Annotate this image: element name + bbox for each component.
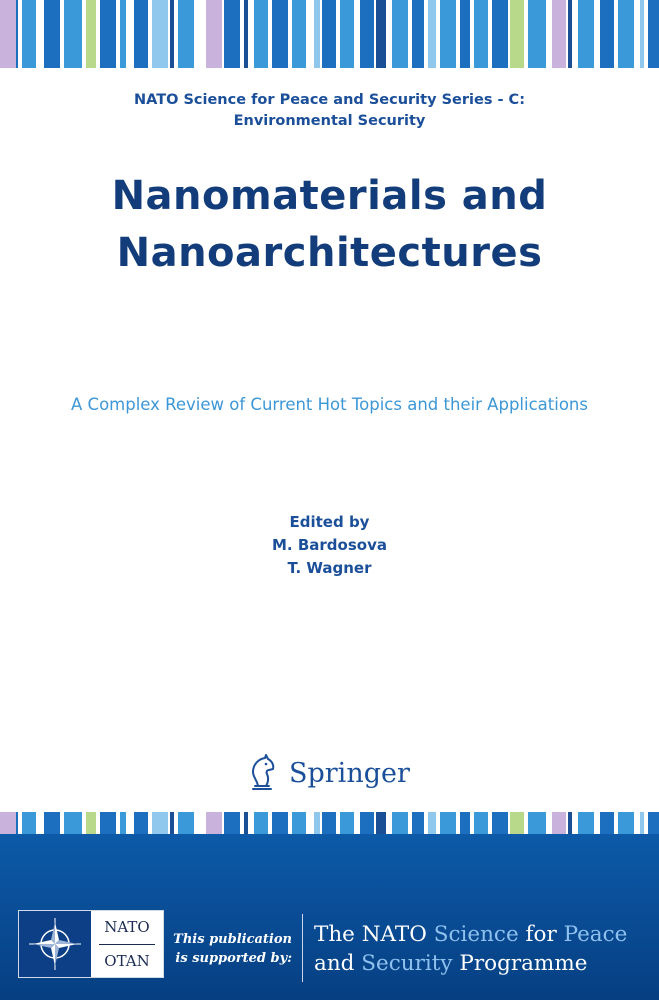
- programme-text: Programme: [452, 951, 588, 976]
- stripe: [120, 0, 126, 68]
- nato-star-icon: [27, 916, 83, 972]
- nato-word: NATO: [104, 918, 150, 937]
- stripe: [578, 812, 594, 834]
- stripe: [44, 812, 60, 834]
- stripe: [578, 0, 594, 68]
- stripe: [120, 812, 126, 834]
- stripe: [552, 812, 566, 834]
- stripe: [152, 812, 168, 834]
- stripe: [292, 0, 306, 68]
- stripe: [648, 0, 659, 68]
- stripe: [412, 812, 424, 834]
- programme-name: [314, 920, 654, 978]
- stripe: [86, 812, 96, 834]
- editor-name: T. Wagner: [287, 559, 372, 577]
- stripe: [510, 0, 524, 68]
- stripe: [0, 812, 16, 834]
- stripe: [16, 0, 18, 68]
- stripe: [618, 812, 634, 834]
- publisher-name: Springer: [289, 757, 410, 789]
- stripe: [340, 812, 354, 834]
- top-stripe-band: [0, 0, 659, 68]
- stripe: [492, 812, 508, 834]
- programme-text: for: [518, 922, 564, 947]
- stripe: [360, 812, 374, 834]
- stripe: [428, 0, 436, 68]
- stripe: [412, 0, 424, 68]
- nato-otan-logo: [18, 910, 164, 978]
- stripe: [206, 0, 222, 68]
- footer-band: [0, 834, 659, 1000]
- edited-by-label: Edited by: [289, 513, 370, 531]
- stripe: [428, 812, 436, 834]
- stripe: [224, 0, 240, 68]
- book-title: [0, 168, 659, 282]
- stripe: [640, 812, 644, 834]
- stripe: [152, 0, 168, 68]
- stripe: [360, 0, 374, 68]
- stripe: [392, 812, 408, 834]
- stripe: [392, 0, 408, 68]
- book-title-line-1: Nanomaterials and: [111, 173, 548, 219]
- stripe: [22, 812, 36, 834]
- stripe: [376, 0, 386, 68]
- stripe: [340, 0, 354, 68]
- stripe: [600, 0, 614, 68]
- stripe: [134, 812, 148, 834]
- stripe: [254, 0, 268, 68]
- programme-highlight-science: Science: [433, 922, 519, 947]
- stripe: [474, 0, 488, 68]
- stripe: [474, 812, 488, 834]
- stripe: [460, 812, 470, 834]
- book-title-line-2: Nanoarchitectures: [116, 230, 543, 276]
- book-subtitle: A Complex Review of Current Hot Topics and their Applications: [71, 395, 588, 414]
- stripe: [314, 812, 320, 834]
- stripe: [16, 812, 18, 834]
- stripe: [272, 0, 288, 68]
- stripe: [170, 812, 174, 834]
- otan-word: OTAN: [104, 951, 150, 970]
- stripe: [322, 0, 336, 68]
- springer-knight-icon: [245, 753, 279, 793]
- programme-highlight-security: Security: [361, 951, 453, 976]
- programme-highlight-peace: Peace: [563, 922, 628, 947]
- support-line-2: is supported by:: [175, 951, 292, 966]
- stripe: [64, 812, 82, 834]
- programme-text: and: [314, 951, 362, 976]
- stripe: [376, 812, 386, 834]
- stripe: [178, 812, 194, 834]
- stripe: [134, 0, 148, 68]
- stripe: [568, 0, 572, 68]
- stripe: [272, 812, 288, 834]
- stripe: [292, 812, 306, 834]
- publisher-logo: [245, 751, 410, 795]
- stripe: [552, 0, 566, 68]
- stripe: [244, 0, 248, 68]
- stripe: [510, 812, 524, 834]
- stripe: [528, 812, 546, 834]
- stripe: [600, 812, 614, 834]
- editor-name: M. Bardosova: [272, 536, 387, 554]
- stripe: [314, 0, 320, 68]
- programme-text: The NATO: [314, 922, 434, 947]
- stripe: [64, 0, 82, 68]
- stripe: [100, 812, 116, 834]
- stripe: [86, 0, 96, 68]
- stripe: [224, 812, 240, 834]
- stripe: [206, 812, 222, 834]
- series-heading: [0, 90, 659, 132]
- series-line-1: NATO Science for Peace and Security Series - C:: [133, 92, 526, 108]
- stripe: [440, 0, 456, 68]
- stripe: [460, 0, 470, 68]
- stripe: [170, 0, 174, 68]
- stripe: [100, 0, 116, 68]
- programme-line-2: [314, 949, 654, 978]
- series-line-2: Environmental Security: [233, 113, 426, 129]
- nato-text-box: [91, 911, 163, 977]
- nato-star-box: [19, 911, 91, 977]
- stripe: [322, 812, 336, 834]
- stripe: [178, 0, 194, 68]
- stripe: [22, 0, 36, 68]
- editors-block: [0, 511, 659, 580]
- support-note: [168, 930, 292, 968]
- stripe: [244, 812, 248, 834]
- stripe: [618, 0, 634, 68]
- middle-stripe-band: [0, 812, 659, 834]
- programme-line-1: [314, 920, 654, 949]
- stripe: [640, 0, 644, 68]
- stripe: [0, 0, 16, 68]
- footer-divider: [302, 914, 303, 982]
- stripe: [648, 812, 659, 834]
- stripe: [568, 812, 572, 834]
- stripe: [528, 0, 546, 68]
- stripe: [254, 812, 268, 834]
- stripe: [492, 0, 508, 68]
- stripe: [44, 0, 60, 68]
- support-line-1: This publication: [173, 932, 292, 947]
- stripe: [440, 812, 456, 834]
